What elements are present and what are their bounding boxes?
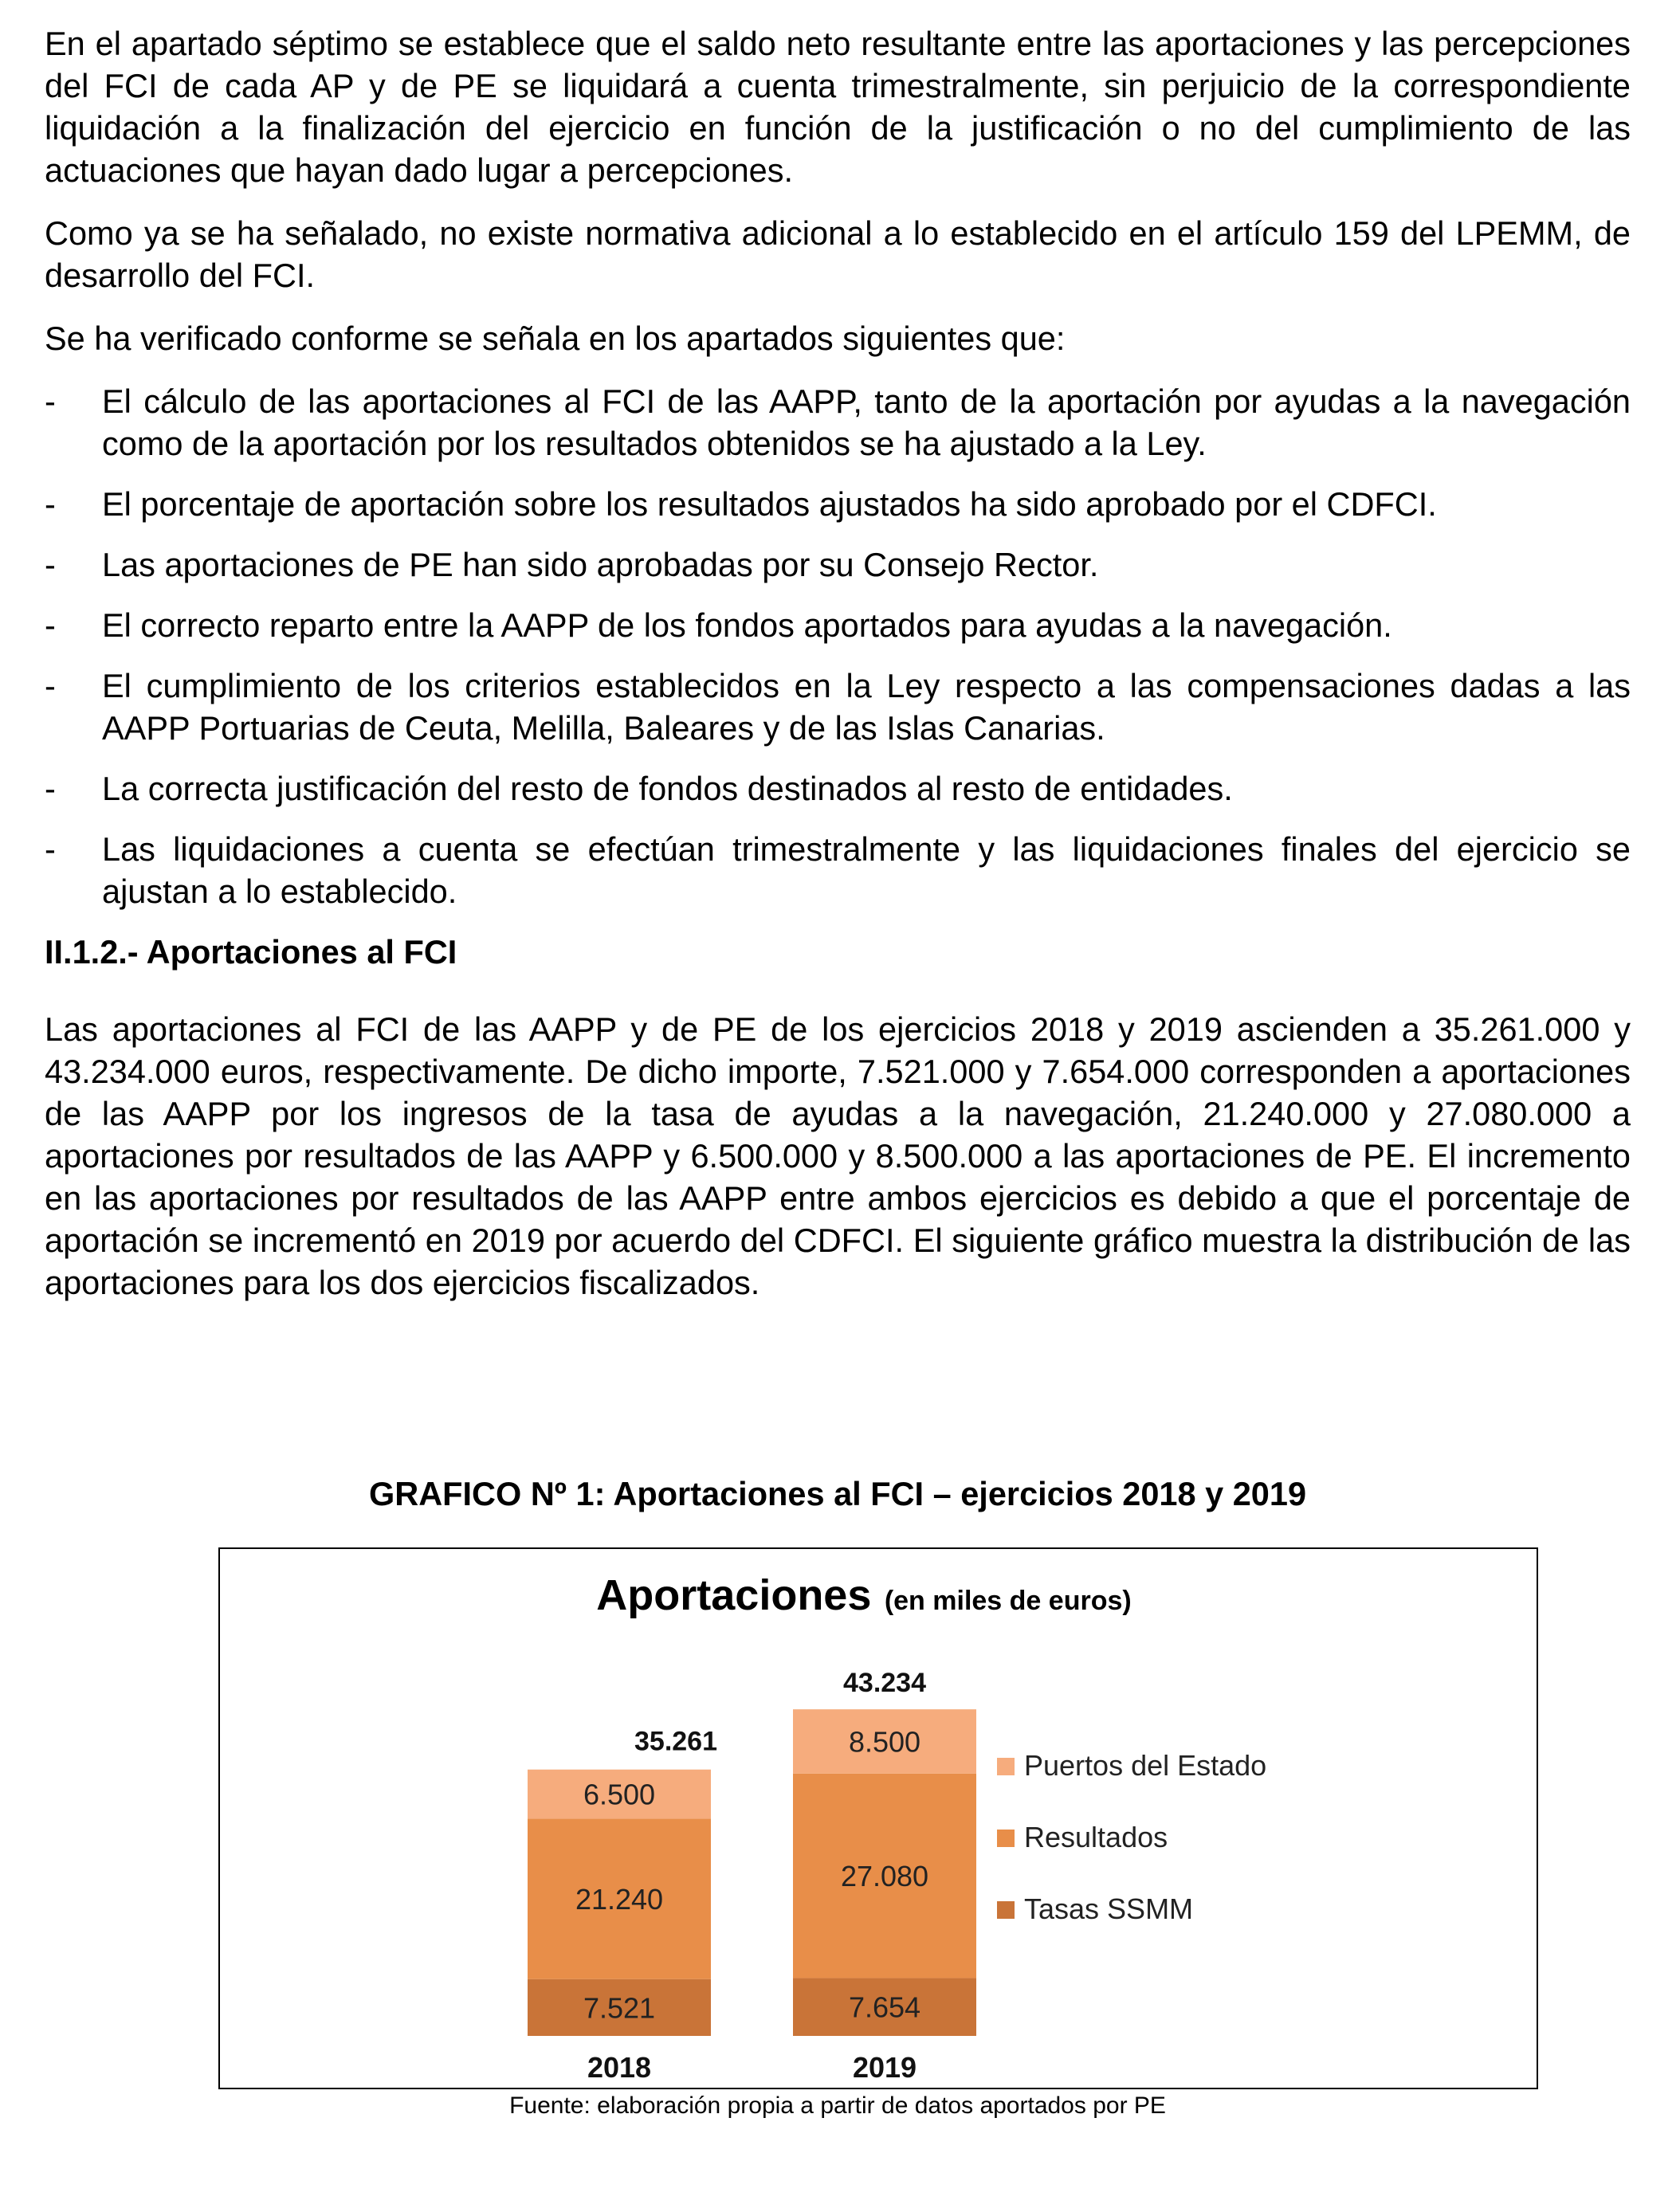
total-label-2018: 35.261 (634, 1726, 717, 1757)
bullet-dash: - (45, 606, 56, 644)
bullet-dash: - (45, 546, 56, 583)
data-label-resultados-2019: 27.080 (840, 1860, 929, 1893)
bullet-dash: - (45, 485, 56, 523)
total-label-2019: 43.234 (843, 1668, 926, 1699)
x-tick-label-2019: 2019 (852, 2051, 917, 2084)
chart-legend (997, 1749, 1266, 1925)
paragraph-verificado: Se ha verificado conforme se señala en los apartados siguientes que: (45, 320, 1066, 357)
chart-title-main: Aportaciones (596, 1571, 872, 1619)
list-item: - El cálculo de las aportaciones al FCI de las AAPP, tanto de la aportación por ayudas a la navegación como de la aportación por los resultados obtenidos se ha ajustado a la Ley. (45, 380, 1631, 465)
chart-source: Fuente: elaboración propia a partir de datos aportados por PE (509, 2092, 1166, 2119)
bullet-dash: - (45, 382, 56, 420)
data-label-tasas-ssmm-2019: 7.654 (848, 1990, 921, 2024)
paragraph-normativa: Como ya se ha señalado, no existe normativa adicional a lo establecido en el artículo 159 del LPEMM, de desarrollo del FCI. (45, 214, 1631, 294)
list-item: - El correcto reparto entre la AAPP de los fondos aportados para ayudas a la navegación. (45, 604, 1631, 646)
legend-label-puertos-del-estado: Puertos del Estado (1024, 1749, 1267, 1782)
chart-title-subtitle: (en miles de euros) (884, 1586, 1132, 1616)
chart-frame (218, 1547, 1538, 2089)
bullet-dash: - (45, 830, 56, 868)
legend-swatch-puertos-del-estado (997, 1758, 1015, 1775)
bullet-dash: - (45, 770, 56, 807)
list-item: - El porcentaje de aportación sobre los resultados ajustados ha sido aprobado por el CDFCI. (45, 483, 1631, 525)
list-item: - La correcta justificación del resto de fondos destinados al resto de entidades. (45, 767, 1631, 810)
paragraph-aportaciones: Las aportaciones al FCI de las AAPP y de PE de los ejercicios 2018 y 2019 ascienden a 35.261.000 y 43.234.000 euros, respectivamente. De dicho importe, 7.521.000 y 7.654.000 corresponden a aportaciones de las AAPP por los ingresos de la tasa de ayudas a la navegación, 21.240.000 y 27.080.000 a aportaciones por resultados de las AAPP y 6.500.000 y 8.500.000 a las aportaciones de PE. El incremento en las aportaciones por resultados de las AAPP entre ambos ejercicios es debido a que el porcentaje de aportación se incrementó en 2019 por acuerdo del CDFCI. El siguiente gráfico muestra la distribución de las aportaciones para los dos ejercicios fiscalizados. (45, 1010, 1631, 1301)
verification-list (45, 380, 1631, 912)
bars-group (528, 1668, 976, 2084)
legend-label-tasas-ssmm: Tasas SSMM (1024, 1892, 1194, 1925)
section-heading: II.1.2.- Aportaciones al FCI (45, 933, 457, 971)
document-page (45, 22, 1631, 2119)
chart-title (596, 1571, 1131, 1619)
legend-swatch-resultados (997, 1830, 1015, 1847)
chart-caption: GRAFICO Nº 1: Aportaciones al FCI – ejercicios 2018 y 2019 (368, 1475, 1307, 1512)
list-item: - Las liquidaciones a cuenta se efectúan trimestralmente y las liquidaciones finales del ejercicio se ajustan a lo establecido. (45, 828, 1631, 912)
legend-swatch-tasas-ssmm (997, 1901, 1015, 1919)
list-item: - Las aportaciones de PE han sido aprobadas por su Consejo Rector. (45, 543, 1631, 586)
data-label-puertos-del-estado-2019: 8.500 (848, 1725, 921, 1759)
x-tick-label-2018: 2018 (587, 2051, 652, 2084)
paragraph-liquidacion: En el apartado séptimo se establece que el saldo neto resultante entre las aportaciones y las percepciones del FCI de cada AP y de PE se liquidará a cuenta trimestralmente, sin perjuicio de la correspondiente liquidación a la finalización del ejercicio en función de la justificación o no del cumplimiento de las actuaciones que hayan dado lugar a percepciones. (45, 25, 1631, 189)
list-item: - El cumplimiento de los criterios establecidos en la Ley respecto a las compensaciones dadas a las AAPP Portuarias de Ceuta, Melilla, Baleares y de las Islas Canarias. (45, 665, 1631, 749)
data-label-tasas-ssmm-2018: 7.521 (583, 1991, 656, 2025)
legend-label-resultados: Resultados (1024, 1821, 1168, 1853)
bullet-dash: - (45, 667, 56, 704)
data-label-puertos-del-estado-2018: 6.500 (583, 1778, 656, 1811)
stacked-bar-chart (220, 1549, 1537, 2088)
data-label-resultados-2018: 21.240 (575, 1883, 664, 1916)
